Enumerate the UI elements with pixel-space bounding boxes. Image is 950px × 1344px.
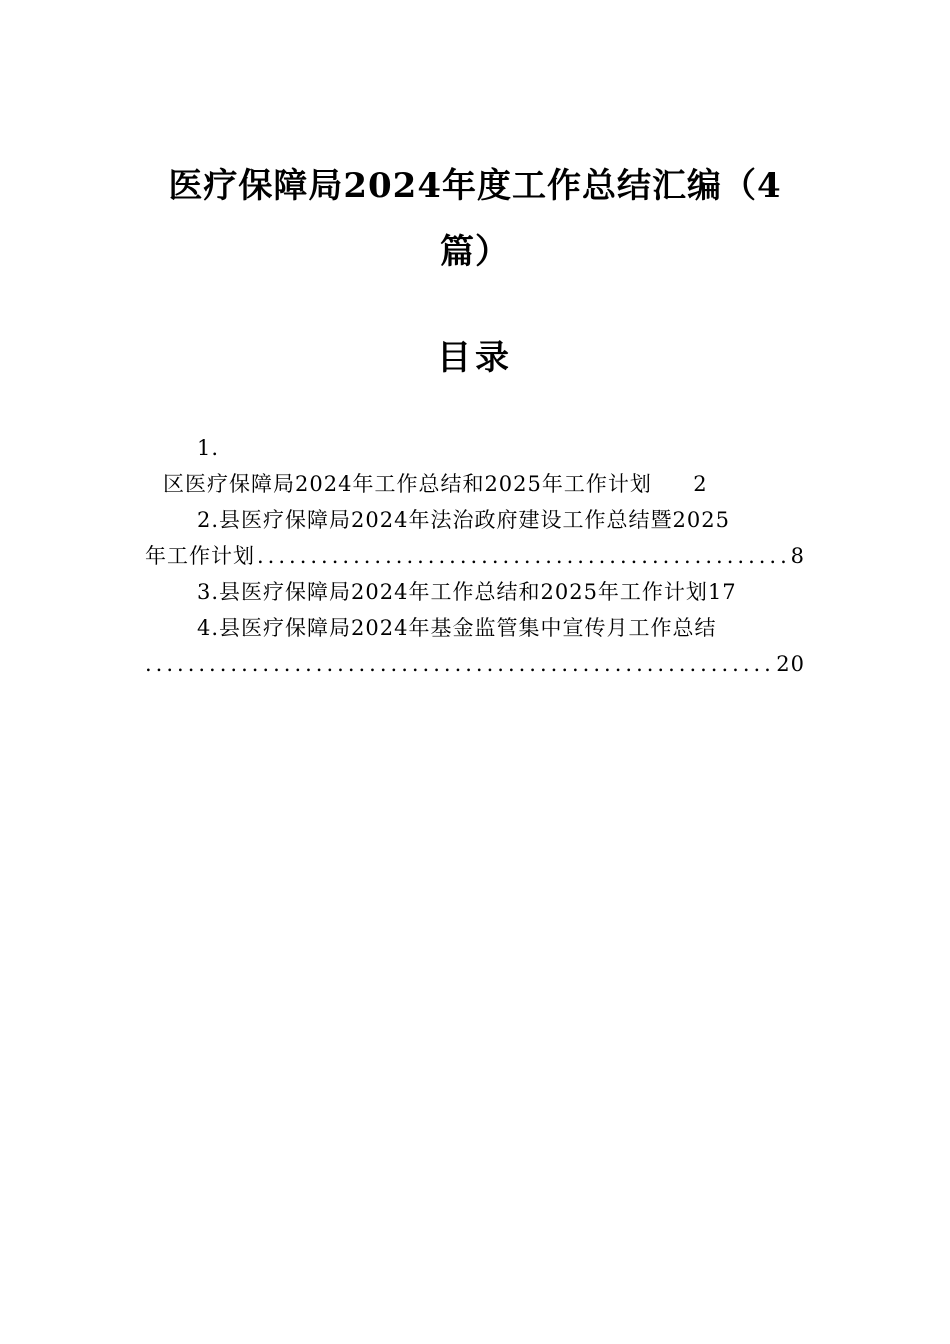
- toc-entry-number: 4.: [197, 616, 220, 640]
- toc-entry-text: 县医疗保障局2024年法治政府建设工作总结暨2025: [219, 508, 730, 532]
- toc-entry-text-continued: 年工作计划: [145, 544, 255, 568]
- toc-entry-text: 区医疗保障局2024年工作总结和2025年工作计划: [163, 472, 652, 496]
- toc-entry-text: 县医疗保障局2024年工作总结和2025年工作计划: [219, 580, 708, 604]
- toc-entry-number: 3.: [197, 580, 220, 604]
- toc-heading: 目录: [437, 338, 513, 378]
- toc-entry-page: 2: [693, 472, 708, 496]
- toc-entry-page: 17: [707, 580, 737, 604]
- document-title-line2: 篇）: [440, 232, 510, 272]
- toc-leader-dots: [257, 538, 789, 574]
- toc-entry-number: 2.: [197, 508, 220, 532]
- toc-entry-number: 1.: [197, 436, 220, 460]
- toc-entry-page: 8: [790, 544, 805, 568]
- toc-entry-text: 县医疗保障局2024年基金监管集中宣传月工作总结: [219, 616, 717, 640]
- toc-leader-dots: [145, 646, 774, 682]
- document-title-line1: 医疗保障局2024年度工作总结汇编（4: [168, 166, 782, 206]
- toc-entry-page: 20: [776, 652, 805, 676]
